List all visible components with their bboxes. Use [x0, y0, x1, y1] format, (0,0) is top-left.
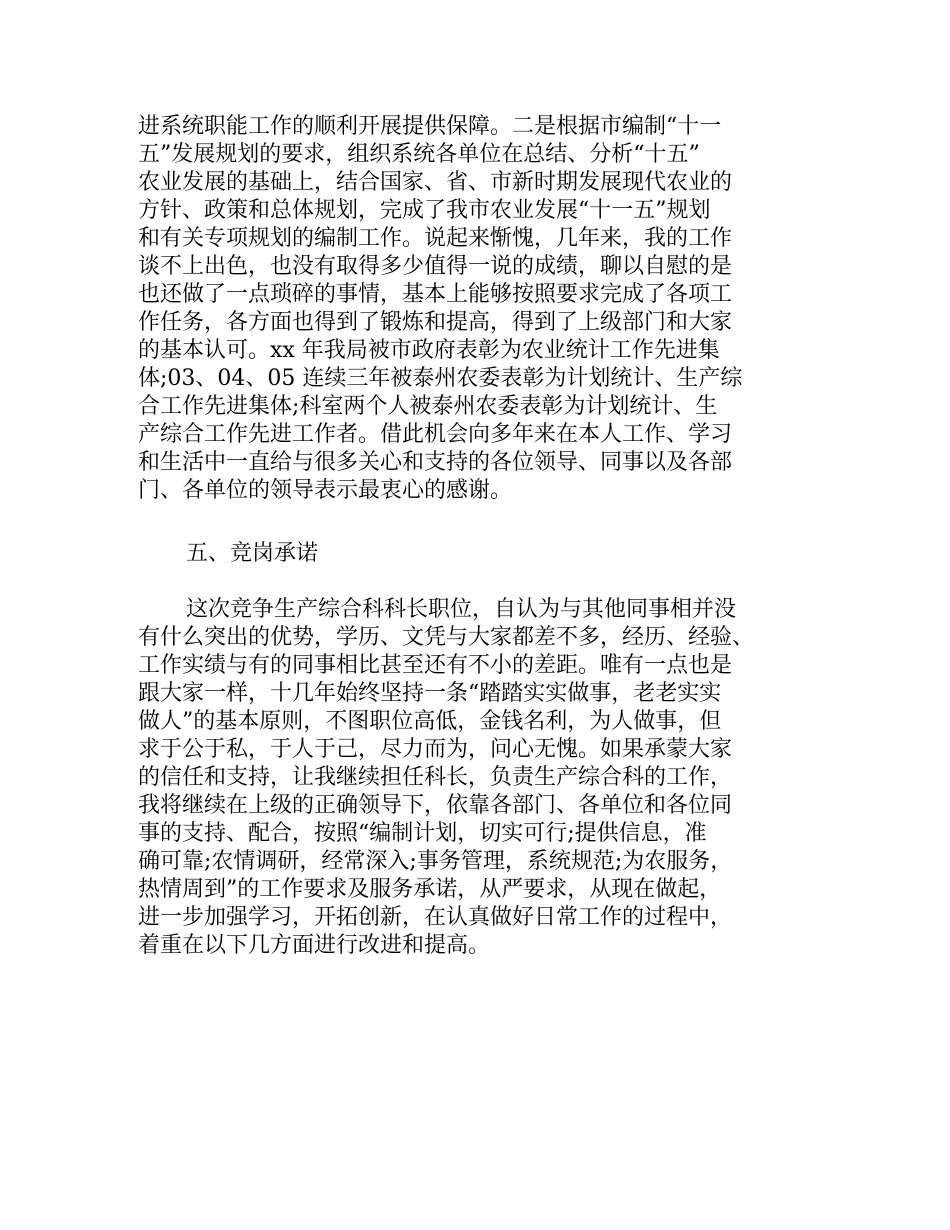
body-paragraph-1 — [138, 113, 818, 505]
text-line: 和有关专项规划的编制工作。说起来惭愧，几年来，我的工作 — [138, 226, 733, 251]
text-line: 有什么突出的优势，学历、文凭与大家都差不多，经历、经验、 — [138, 625, 755, 650]
text-line: 农业发展的基础上，结合国家、省、市新时期发展现代农业的 — [138, 170, 733, 195]
text-line: 着重在以下几方面进行改进和提高。 — [138, 933, 491, 958]
text-line: 热情周到”的工作要求及服务承诺，从严要求，从现在做起， — [138, 877, 722, 902]
text-line: 工作实绩与有的同事相比甚至还有不小的差距。唯有一点也是 — [138, 653, 733, 678]
text-line: 产综合工作先进工作者。借此机会向多年来在本人工作、学习 — [138, 422, 733, 447]
text-line: 的基本认可。xx 年我局被市政府表彰为农业统计工作先进集 — [138, 338, 720, 363]
text-line: 求于公于私，于人于己，尽力而为，问心无愧。如果承蒙大家 — [138, 737, 733, 762]
text-line: 门、各单位的领导表示最衷心的感谢。 — [138, 478, 513, 503]
text-line: 体;03、04、05 连续三年被泰州农委表彰为计划统计、生产综 — [138, 366, 743, 391]
text-line: 进系统职能工作的顺利开展提供保障。二是根据市编制“十一 — [138, 114, 722, 139]
text-line: 确可靠;农情调研，经常深入;事务管理，系统规范;为农服务， — [138, 849, 733, 874]
text-line: 跟大家一样，十几年始终坚持一条“踏踏实实做事，老老实实 — [138, 681, 722, 706]
section-heading-text: 五、竞岗承诺 — [186, 541, 319, 566]
text-line: 做人”的基本原则，不图职位高低，金钱名利，为人做事，但 — [138, 709, 722, 734]
text-line: 谈不上出色，也没有取得多少值得一说的成绩，聊以自慰的是 — [138, 254, 733, 279]
body-paragraph-2 — [138, 596, 818, 960]
text-line: 我将继续在上级的正确领导下，依靠各部门、各单位和各位同 — [138, 793, 733, 818]
text-line: 和生活中一直给与很多关心和支持的各位领导、同事以及各部 — [138, 450, 733, 475]
text-line: 合工作先进集体;科室两个人被泰州农委表彰为计划统计、生 — [138, 394, 718, 419]
text-line: 五”发展规划的要求，组织系统各单位在总结、分析“十五” — [138, 142, 700, 167]
text-line: 事的支持、配合，按照“编制计划，切实可行;提供信息，准 — [138, 821, 707, 846]
text-line: 方针、政策和总体规划，完成了我市农业发展“十一五”规划 — [138, 198, 711, 223]
text-line: 也还做了一点琐碎的事情，基本上能够按照要求完成了各项工 — [138, 282, 733, 307]
section-heading — [138, 540, 818, 568]
text-line: 作任务，各方面也得到了锻炼和提高，得到了上级部门和大家 — [138, 310, 733, 335]
text-line: 进一步加强学习，开拓创新，在认真做好日常工作的过程中， — [138, 905, 733, 930]
text-line: 这次竞争生产综合科科长职位，自认为与其他同事相并没 — [186, 597, 737, 622]
text-line: 的信任和支持，让我继续担任科长，负责生产综合科的工作， — [138, 765, 733, 790]
